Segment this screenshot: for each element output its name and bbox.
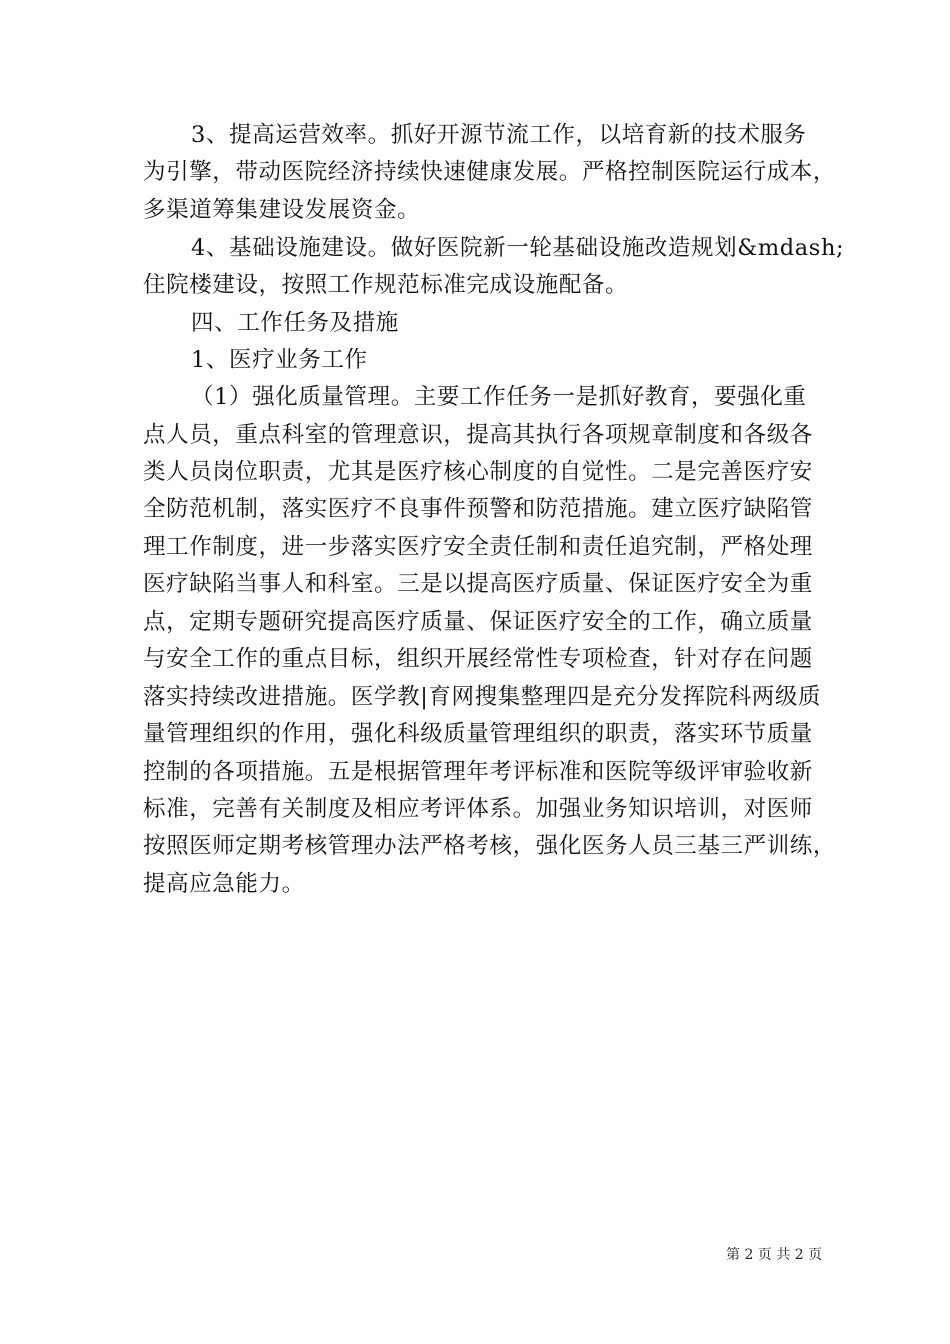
text-line: 与安全工作的重点目标，组织开展经常性专项检查，针对存在问题	[143, 646, 813, 672]
subsection-heading: 1、医疗业务工作	[191, 347, 368, 373]
text-line: （1）强化质量管理。主要工作任务一是抓好教育，要强化重	[191, 384, 807, 410]
text-line: 点，定期专题研究提高医疗质量、保证医疗安全的工作，确立质量	[143, 609, 813, 635]
text-line: 按照医师定期考核管理办法严格考核，强化医务人员三基三严训练，	[143, 833, 837, 859]
text-line: 3、提高运营效率。抓好开源节流工作，以培育新的技术服务	[191, 122, 807, 148]
text-line: 提高应急能力。	[143, 871, 305, 897]
page-number-footer: 第 2 页 共 2 页	[726, 1247, 823, 1263]
text-line: 多渠道筹集建设发展资金。	[143, 197, 421, 223]
text-line: 全防范机制，落实医疗不良事件预警和防范措施。建立医疗缺陷管	[143, 496, 813, 522]
text-line: 理工作制度，进一步落实医疗安全责任制和责任追究制，严格处理	[143, 534, 813, 560]
section-heading: 四、工作任务及措施	[191, 310, 399, 336]
text-line: 住院楼建设，按照工作规范标准完成设施配备。	[143, 272, 629, 298]
text-line: 4、基础设施建设。做好医院新一轮基础设施改造规划&mdash;	[191, 235, 845, 261]
text-line: 控制的各项措施。五是根据管理年考评标准和医院等级评审验收新	[143, 759, 813, 785]
text-line: 类人员岗位职责，尤其是医疗核心制度的自觉性。二是完善医疗安	[143, 459, 813, 485]
text-line: 量管理组织的作用，强化科级质量管理组织的职责，落实环节质量	[143, 721, 813, 747]
text-line: 点人员，重点科室的管理意识，提高其执行各项规章制度和各级各	[143, 422, 813, 448]
text-line: 落实持续改进措施。医学教|育网搜集整理四是充分发挥院科两级质	[143, 684, 822, 710]
text-line: 医疗缺陷当事人和科室。三是以提高医疗质量、保证医疗安全为重	[143, 571, 813, 597]
text-line: 标准，完善有关制度及相应考评体系。加强业务知识培训，对医师	[143, 796, 813, 822]
text-line: 为引擎，带动医院经济持续快速健康发展。严格控制医院运行成本，	[143, 159, 837, 185]
